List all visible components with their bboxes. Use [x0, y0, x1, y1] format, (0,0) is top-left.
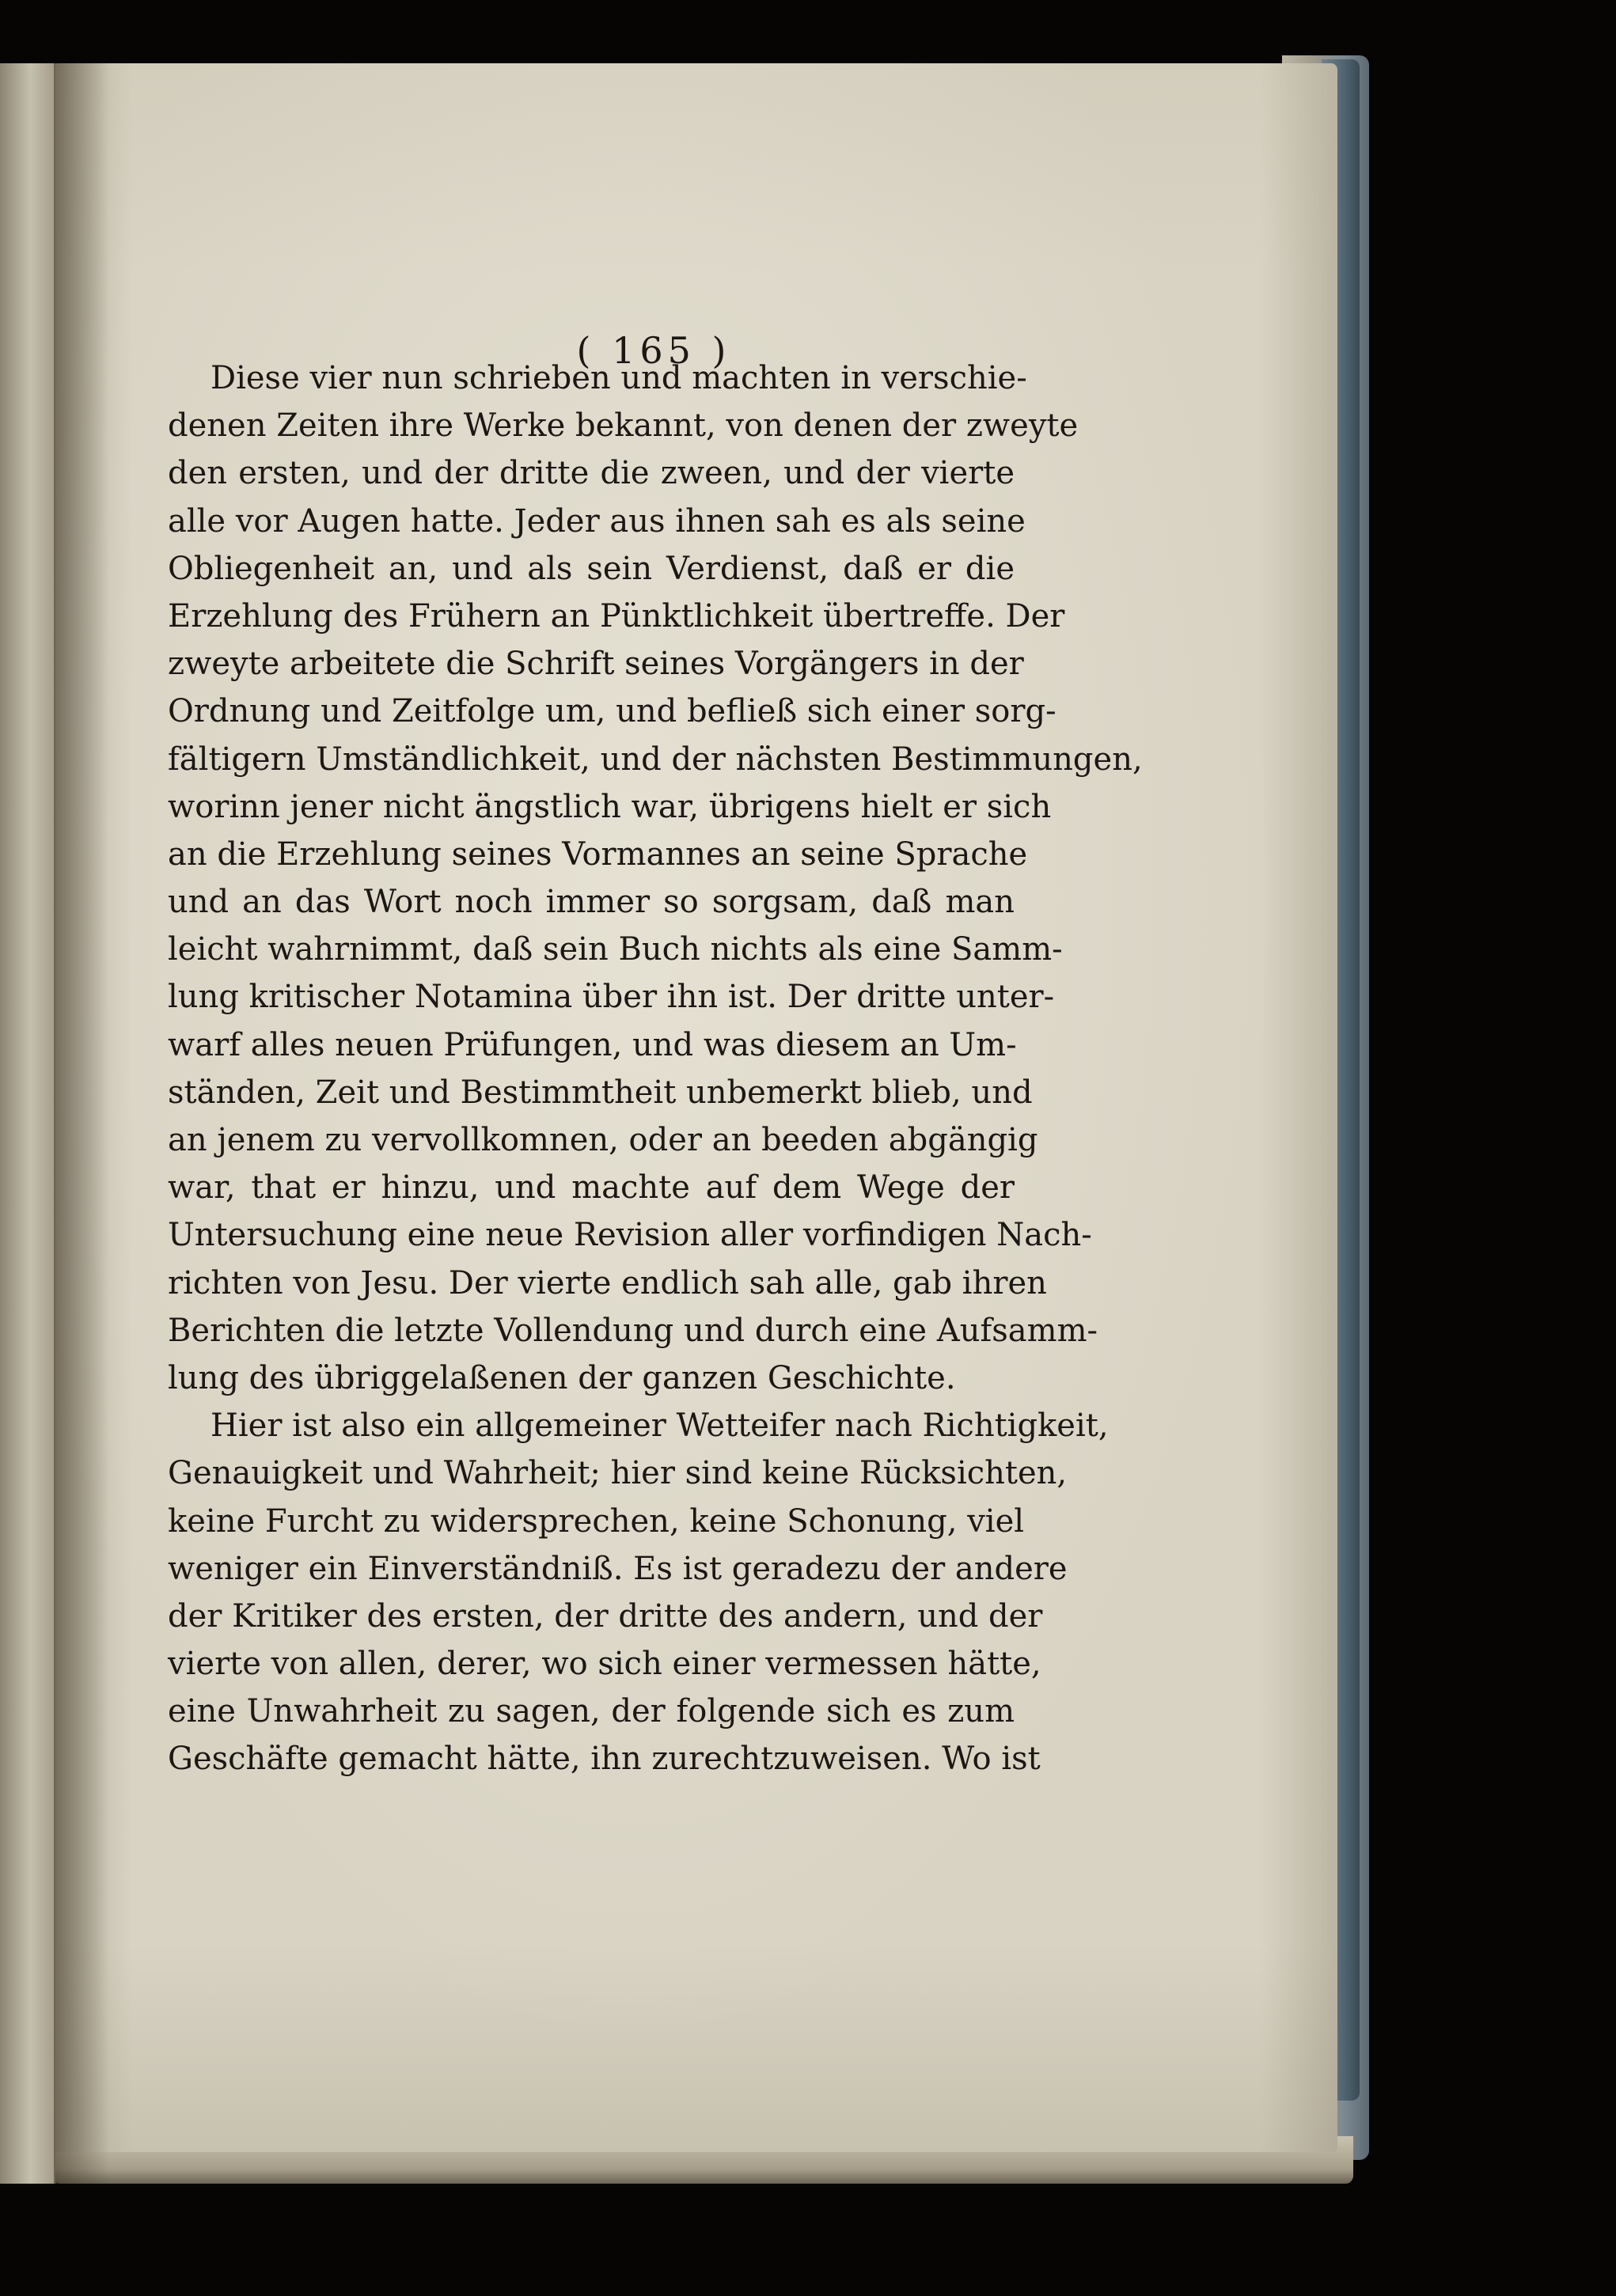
text-line: Hier ist also ein allgemeiner Wetteifer nach Richtigkeit, — [211, 1408, 1109, 1445]
left-page-edge — [0, 63, 57, 2184]
body-text — [168, 354, 1143, 1783]
text-line: Berichten die letzte Vollendung und durch eine Aufsamm- — [168, 1312, 1098, 1349]
text-line: lung kritischer Notamina über ihn ist. Der dritte unter- — [168, 979, 1055, 1016]
text-line: den ersten, und der dritte die zween, und der vierte — [168, 455, 1015, 492]
text-line: zweyte arbeitete die Schrift seines Vorgängers in der — [168, 646, 1024, 683]
text-line: fältigern Umständlichkeit, und der nächsten Bestimmungen, — [168, 741, 1143, 778]
text-line: lung des übriggelaßenen der ganzen Geschichte. — [168, 1359, 956, 1396]
text-line: Obliegenheit an, und als sein Verdienst, daß er die — [168, 550, 1015, 587]
text-line: Untersuchung eine neue Revision aller vorfindigen Nach- — [168, 1217, 1092, 1254]
text-line: denen Zeiten ihre Werke bekannt, von denen der zweyte — [168, 407, 1079, 445]
paragraph-1 — [168, 354, 1143, 1402]
text-line: keine Furcht zu widersprechen, keine Schonung, viel — [168, 1502, 1025, 1540]
text-line: war, that er hinzu, und machte auf dem Wege der — [168, 1169, 1015, 1207]
text-line: an jenem zu vervollkomnen, oder an beeden abgängig — [168, 1122, 1038, 1158]
text-line: leicht wahrnimmt, daß sein Buch nichts als eine Samm- — [168, 931, 1063, 968]
text-line: ständen, Zeit und Bestimmtheit unbemerkt blieb, und — [168, 1074, 1033, 1111]
text-line: Erzehlung des Frühern an Pünktlichkeit übertreffe. Der — [168, 597, 1065, 635]
text-line: Genauigkeit und Wahrheit; hier sind keine Rücksichten, — [168, 1455, 1068, 1492]
text-line: vierte von allen, derer, wo sich einer vermessen hätte, — [168, 1646, 1041, 1683]
text-line: eine Unwahrheit zu sagen, der folgende sich es zum — [168, 1693, 1015, 1730]
text-line: Diese vier nun schrieben und machten in verschie- — [211, 360, 1027, 396]
text-line: alle vor Augen hatte. Jeder aus ihnen sah es als seine — [168, 502, 1026, 540]
paragraph-2 — [168, 1402, 1109, 1783]
page-number: ( 165 ) — [576, 329, 731, 372]
text-line: der Kritiker des ersten, der dritte des andern, und der — [168, 1597, 1043, 1635]
text-line: weniger ein Einverständniß. Es ist geradezu der andere — [168, 1550, 1068, 1587]
text-line: Geschäfte gemacht hätte, ihn zurechtzuweisen. Wo ist — [168, 1741, 1041, 1778]
text-line: worinn jener nicht ängstlich war, übrigens hielt er sich — [168, 788, 1052, 825]
text-line: richten von Jesu. Der vierte endlich sah alle, gab ihren — [168, 1264, 1047, 1301]
text-line: an die Erzehlung seines Vormannes an seine Sprache — [168, 835, 1028, 873]
text-line: warf alles neuen Prüfungen, und was diesem an Um- — [168, 1026, 1017, 1063]
text-line: Ordnung und Zeitfolge um, und befließ sich einer sorg- — [168, 693, 1056, 730]
gutter-shadow — [54, 63, 109, 2184]
text-line: und an das Wort noch immer so sorgsam, daß man — [168, 884, 1015, 921]
